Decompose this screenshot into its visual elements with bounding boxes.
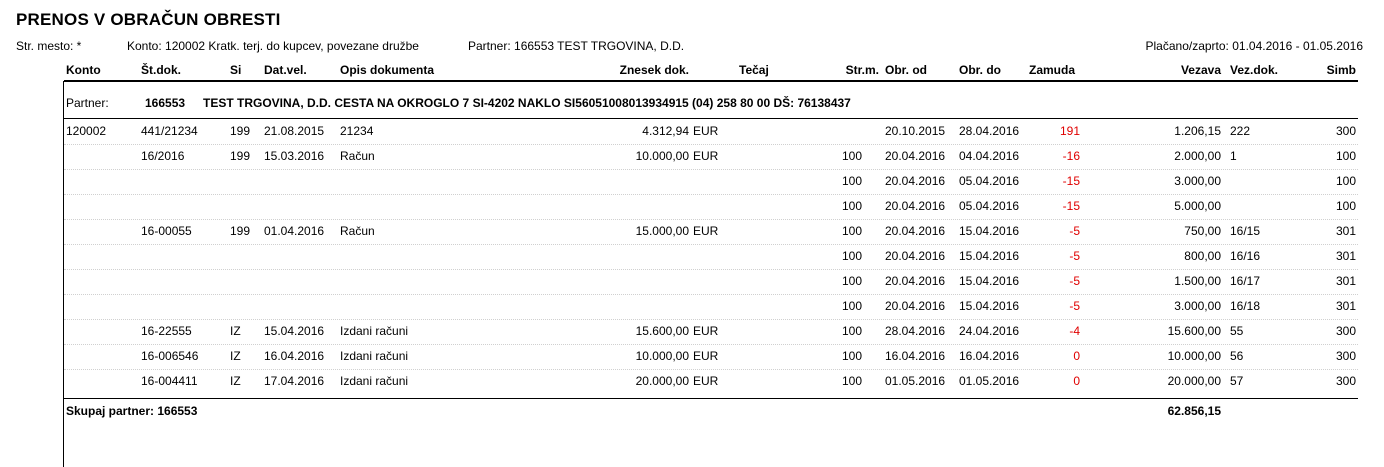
cell-currency: EUR (693, 349, 719, 363)
cost-center-filter: Str. mesto: * (16, 39, 82, 53)
total-divider (64, 398, 1358, 399)
cell-strm: 100 (841, 274, 862, 288)
cell-zamuda: 0 (1073, 349, 1080, 363)
header-vezava: Vezava (1180, 63, 1221, 77)
cell-vezdok: 55 (1230, 324, 1244, 338)
cell-zamuda: 0 (1073, 374, 1080, 388)
cell-strm: 100 (841, 224, 862, 238)
cell-obrdo: 15.04.2016 (959, 299, 1020, 313)
cell-datvel: 01.04.2016 (264, 224, 325, 238)
cell-znesek: 20.000,00 (635, 374, 689, 388)
header-znesek: Znesek dok. (619, 63, 689, 77)
cell-datvel: 21.08.2015 (264, 124, 325, 138)
cell-obrdo: 01.05.2016 (959, 374, 1020, 388)
cell-simb: 301 (1335, 249, 1356, 263)
cell-vezava: 800,00 (1184, 249, 1221, 263)
cell-obrdo: 04.04.2016 (959, 149, 1020, 163)
header-stdok: Št.dok. (141, 63, 182, 77)
cell-si: 199 (230, 149, 251, 163)
cell-si: IZ (230, 349, 241, 363)
cell-zamuda: -5 (1069, 274, 1080, 288)
cell-opis: Račun (340, 224, 375, 238)
cell-strm: 100 (841, 374, 862, 388)
cell-simb: 100 (1335, 149, 1356, 163)
cell-stdok: 16-004411 (141, 374, 198, 388)
header-strm: Str.m. (845, 63, 879, 77)
cell-datvel: 16.04.2016 (264, 349, 325, 363)
cell-datvel: 15.04.2016 (264, 324, 325, 338)
cell-zamuda: -5 (1069, 299, 1080, 313)
cell-si: 199 (230, 224, 251, 238)
header-simb: Simb (1326, 63, 1356, 77)
cell-obrod: 28.04.2016 (885, 324, 946, 338)
cell-zamuda: 191 (1059, 124, 1080, 138)
table-row (0, 370, 1384, 395)
partner-total-value: 62.856,15 (1167, 404, 1221, 418)
cell-zamuda: -15 (1062, 174, 1080, 188)
cell-znesek: 15.600,00 (635, 324, 689, 338)
cell-vezdok: 1 (1230, 149, 1237, 163)
table-row (0, 320, 1384, 345)
cell-obrdo: 15.04.2016 (959, 224, 1020, 238)
cell-vezava: 3.000,00 (1174, 174, 1221, 188)
table-row (0, 120, 1384, 145)
header-obrod: Obr. od (885, 63, 927, 77)
cell-strm: 100 (841, 249, 862, 263)
cell-opis: Izdani računi (340, 374, 409, 388)
cell-obrod: 01.05.2016 (885, 374, 946, 388)
period-filter: Plačano/zaprto: 01.04.2016 - 01.05.2016 (1145, 39, 1363, 53)
cell-obrdo: 05.04.2016 (959, 174, 1020, 188)
cell-stdok: 16/2016 (141, 149, 185, 163)
cell-zamuda: -5 (1069, 249, 1080, 263)
cell-vezava: 15.600,00 (1167, 324, 1221, 338)
cell-vezava: 1.500,00 (1174, 274, 1221, 288)
account-filter: Konto: 120002 Kratk. terj. do kupcev, povezane družbe (127, 39, 419, 53)
cell-obrod: 20.04.2016 (885, 149, 946, 163)
cell-simb: 300 (1335, 374, 1356, 388)
cell-simb: 300 (1335, 324, 1356, 338)
header-vezdok: Vez.dok. (1230, 63, 1279, 77)
cell-strm: 100 (841, 199, 862, 213)
table-row (0, 345, 1384, 370)
cell-strm: 100 (841, 174, 862, 188)
cell-obrod: 20.10.2015 (885, 124, 946, 138)
cell-currency: EUR (693, 124, 719, 138)
cell-vezdok: 57 (1230, 374, 1244, 388)
header-datvel: Dat.vel. (264, 63, 307, 77)
cell-simb: 300 (1335, 124, 1356, 138)
cell-vezava: 10.000,00 (1167, 349, 1221, 363)
cell-znesek: 10.000,00 (635, 349, 689, 363)
cell-zamuda: -5 (1069, 224, 1080, 238)
cell-zamuda: -15 (1062, 199, 1080, 213)
cell-vezdok: 16/16 (1230, 249, 1261, 263)
table-row (0, 145, 1384, 170)
cell-vezdok: 16/18 (1230, 299, 1261, 313)
cell-obrod: 20.04.2016 (885, 224, 946, 238)
header-si: Si (230, 63, 242, 77)
cell-konto: 120002 (66, 124, 107, 138)
table-row (0, 245, 1384, 270)
cell-obrdo: 24.04.2016 (959, 324, 1020, 338)
cell-datvel: 17.04.2016 (264, 374, 325, 388)
cell-znesek: 10.000,00 (635, 149, 689, 163)
header-obrdo: Obr. do (959, 63, 1001, 77)
cell-currency: EUR (693, 149, 719, 163)
cell-obrod: 20.04.2016 (885, 299, 946, 313)
cell-strm: 100 (841, 149, 862, 163)
table-row (0, 220, 1384, 245)
cell-stdok: 16-22555 (141, 324, 192, 338)
cell-opis: Izdani računi (340, 324, 409, 338)
cell-stdok: 441/21234 (141, 124, 198, 138)
cell-obrdo: 05.04.2016 (959, 199, 1020, 213)
cell-obrod: 16.04.2016 (885, 349, 946, 363)
cell-obrdo: 16.04.2016 (959, 349, 1020, 363)
cell-obrdo: 15.04.2016 (959, 274, 1020, 288)
cell-currency: EUR (693, 224, 719, 238)
cell-strm: 100 (841, 324, 862, 338)
cell-obrdo: 15.04.2016 (959, 249, 1020, 263)
cell-obrod: 20.04.2016 (885, 274, 946, 288)
cell-obrod: 20.04.2016 (885, 249, 946, 263)
partner-divider (64, 118, 1358, 119)
cell-simb: 300 (1335, 349, 1356, 363)
cell-obrod: 20.04.2016 (885, 199, 946, 213)
cell-vezava: 1.206,15 (1174, 124, 1221, 138)
cell-si: IZ (230, 324, 241, 338)
cell-datvel: 15.03.2016 (264, 149, 325, 163)
cell-vezava: 750,00 (1184, 224, 1221, 238)
cell-vezdok: 16/17 (1230, 274, 1261, 288)
cell-stdok: 16-006546 (141, 349, 199, 363)
cell-opis: Račun (340, 149, 375, 163)
table-row (0, 195, 1384, 220)
cell-vezava: 2.000,00 (1174, 149, 1221, 163)
cell-obrdo: 28.04.2016 (959, 124, 1020, 138)
report-title: PRENOS V OBRAČUN OBRESTI (16, 10, 281, 29)
cell-zamuda: -4 (1069, 324, 1080, 338)
cell-opis: 21234 (340, 124, 374, 138)
cell-zamuda: -16 (1062, 149, 1080, 163)
partner-total-label: Skupaj partner: 166553 (66, 404, 198, 418)
header-divider (64, 80, 1358, 82)
cell-si: 199 (230, 124, 251, 138)
partner-label: Partner: (66, 96, 109, 110)
cell-obrod: 20.04.2016 (885, 174, 946, 188)
header-konto: Konto (66, 63, 101, 77)
cell-currency: EUR (693, 324, 719, 338)
header-tecaj: Tečaj (739, 63, 769, 77)
cell-vezava: 3.000,00 (1174, 299, 1221, 313)
partner-number: 166553 (145, 96, 186, 110)
table-row (0, 170, 1384, 195)
cell-simb: 100 (1335, 199, 1356, 213)
cell-vezava: 20.000,00 (1167, 374, 1221, 388)
cell-znesek: 15.000,00 (635, 224, 689, 238)
cell-stdok: 16-00055 (141, 224, 192, 238)
cell-strm: 100 (841, 299, 862, 313)
table-row (0, 295, 1384, 320)
cell-simb: 100 (1335, 174, 1356, 188)
cell-vezdok: 222 (1230, 124, 1251, 138)
cell-vezdok: 56 (1230, 349, 1244, 363)
partner-filter: Partner: 166553 TEST TRGOVINA, D.D. (468, 39, 685, 53)
cell-simb: 301 (1335, 274, 1356, 288)
partner-details: TEST TRGOVINA, D.D. CESTA NA OKROGLO 7 SI-4202 NAKLO SI56051008013934915 (04) 258 80 00 DŠ: 76138437 (203, 96, 851, 110)
cell-opis: Izdani računi (340, 349, 409, 363)
cell-vezdok: 16/15 (1230, 224, 1261, 238)
header-opis: Opis dokumenta (340, 63, 435, 77)
cell-simb: 301 (1335, 224, 1356, 238)
cell-vezava: 5.000,00 (1174, 199, 1221, 213)
table-row (0, 270, 1384, 295)
cell-strm: 100 (841, 349, 862, 363)
cell-znesek: 4.312,94 (642, 124, 689, 138)
cell-currency: EUR (693, 374, 719, 388)
cell-simb: 301 (1335, 299, 1356, 313)
cell-si: IZ (230, 374, 241, 388)
header-zamuda: Zamuda (1029, 63, 1076, 77)
